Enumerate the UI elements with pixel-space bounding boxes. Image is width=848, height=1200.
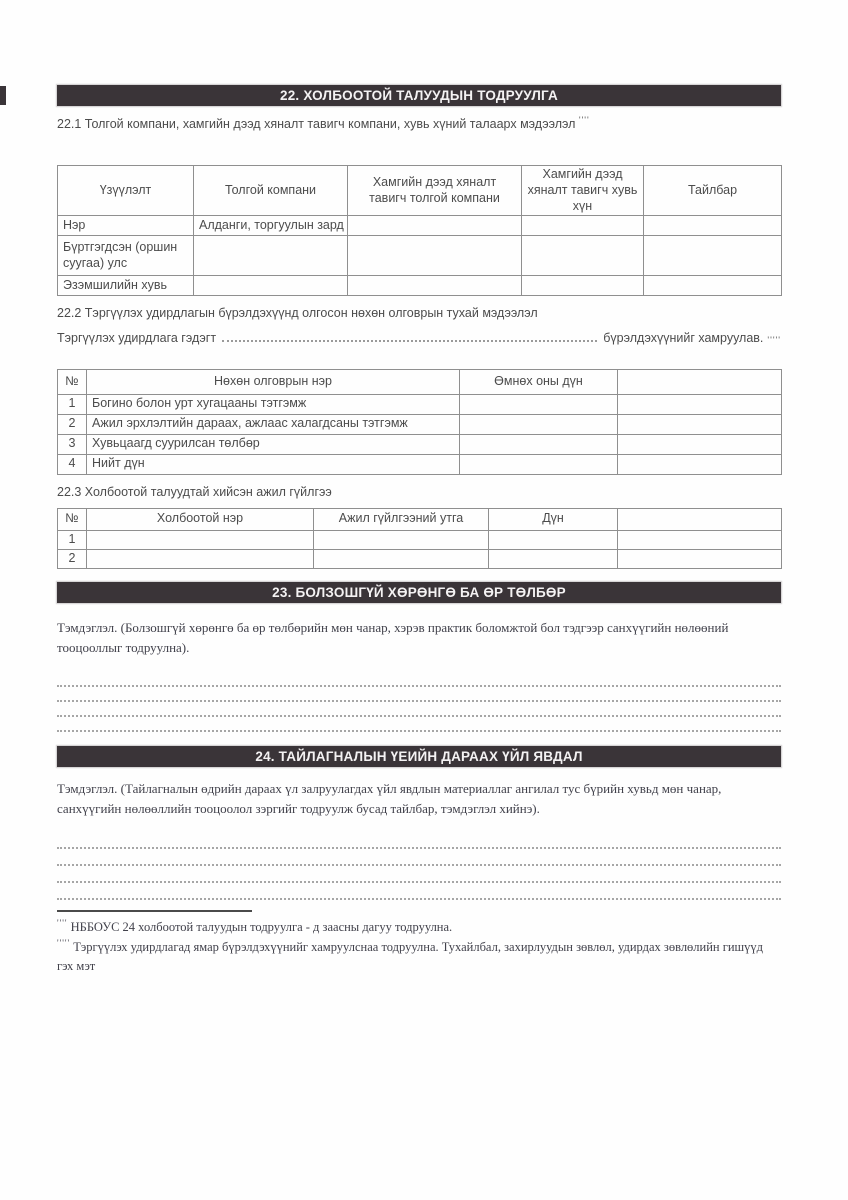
paragraph-22-1-text: 22.1 Толгой компани, хамгийн дээд хяналт тавигч компани, хувь хүний талаарх мэдээлэл: [57, 117, 576, 132]
cell-empty: [460, 394, 618, 414]
dotted-blank-line: [57, 866, 781, 883]
note-contingent-assets-liabilities: Тэмдэглэл. (Болзошгүй хөрөнгө ба өр төлбөрийн мөн чанар, хэрэв практик боломжтой бол тэдгээр санхүүгийн нөлөөний тооцооллыг тодруулна).: [57, 619, 729, 655]
section-24-title: 24. ТАЙЛАГНАЛЫН ҮЕИЙН ДАРААХ ҮЙЛ ЯВДАЛ: [255, 749, 583, 765]
footnote-divider: [57, 910, 252, 912]
scan-edge-artifact: [0, 86, 6, 105]
cell-empty: [460, 414, 618, 434]
col-header-previous-year-amount: Өмнөх оны дүн: [460, 369, 618, 394]
table-row: [58, 394, 782, 414]
table-row: [58, 549, 782, 568]
col-header-number: №: [58, 369, 87, 394]
cell-empty: [348, 236, 522, 276]
table-row: [58, 530, 782, 549]
dotted-blank-line: [57, 832, 781, 849]
cell-empty: [87, 549, 314, 568]
cell-empty: [618, 530, 782, 549]
dotted-blank-line: [57, 702, 781, 717]
table-row: [58, 414, 782, 434]
table-row: [58, 276, 782, 296]
col-header-amount: Дүн: [489, 508, 618, 530]
col-header-transaction-description: Ажил гүйлгээний утга: [314, 508, 489, 530]
cell-empty: [522, 276, 644, 296]
cell-empty: [644, 216, 782, 236]
cell-empty: [460, 434, 618, 454]
col-header-related-party-name: Холбоотой нэр: [87, 508, 314, 530]
col-header-number: №: [58, 508, 87, 530]
cell-empty: [87, 530, 314, 549]
cell-empty: [522, 236, 644, 276]
table-row: [58, 166, 782, 216]
cell-row-number: 2: [58, 549, 87, 568]
cell-empty: [194, 236, 348, 276]
cell-empty: [618, 394, 782, 414]
row-label-name: Нэр: [58, 216, 194, 236]
table-related-party-transactions: [57, 508, 782, 569]
paragraph-22-1: [57, 115, 781, 132]
section-23-title: 23. БОЛЗОШГҮЙ ХӨРӨНГӨ БА ӨР ТӨЛБӨР: [272, 584, 566, 600]
cell-compensation-name: Хувьцаагд суурилсан төлбөр: [87, 434, 460, 454]
cell-empty: [522, 216, 644, 236]
cell-empty: [348, 216, 522, 236]
cell-empty: [314, 530, 489, 549]
cell-empty: [489, 549, 618, 568]
footnote-1: [57, 917, 781, 937]
col-header-ultimate-controlling-person: Хамгийн дээд хяналт тавигч хувь хүн: [522, 166, 644, 216]
table-row: [58, 508, 782, 530]
col-header-parent-company: Толгой компани: [194, 166, 348, 216]
dotted-blank-line: [57, 672, 781, 687]
cell-empty: [644, 236, 782, 276]
blank-write-in-lines: [57, 672, 781, 732]
cell-empty: [618, 549, 782, 568]
cell-empty: [194, 276, 348, 296]
cell-compensation-name: Богино болон урт хугацааны тэтгэмж: [87, 394, 460, 414]
col-header-blank: [618, 508, 782, 530]
cell-empty: [618, 434, 782, 454]
blank-write-in-lines: [57, 832, 781, 900]
cell-row-number: 1: [58, 530, 87, 549]
cell-empty: [314, 549, 489, 568]
table-row: [58, 236, 782, 276]
cell-empty: [618, 454, 782, 474]
footnote-2-marker: ''''': [57, 938, 71, 949]
cell-empty: [489, 530, 618, 549]
section-22-header-bar: [57, 85, 781, 106]
cell-row-number: 4: [58, 454, 87, 474]
dotted-blank-line: [57, 883, 781, 900]
footnote-2-text: Тэргүүлэх удирдлагад ямар бүрэлдэхүүнийг хамруулснаа тодруулна. Тухайлбал, захирлуудын зөвлөл, удирдах зөвлөлийн гишүүд гэх мэт: [57, 940, 764, 974]
fill-line-suffix: бүрэлдэхүүнийг хамруулав.: [603, 330, 764, 345]
col-header-ultimate-controlling-company: Хамгийн дээд хяналт тавигч толгой компани: [348, 166, 522, 216]
dotted-blank-line: [57, 687, 781, 702]
col-header-blank: [618, 369, 782, 394]
cell-compensation-name: Ажил эрхлэлтийн дараах, ажлаас халагдсаны тэтгэмж: [87, 414, 460, 434]
cell-name-parent-company: Алданги, торгуулын зард: [194, 216, 348, 236]
section-23-header-bar: [57, 582, 781, 603]
fill-line-prefix: Тэргүүлэх удирдлага гэдэгт: [57, 330, 217, 345]
section-22-title: 22. ХОЛБООТОЙ ТАЛУУДЫН ТОДРУУЛГА: [280, 88, 558, 103]
table-row: [58, 216, 782, 236]
col-header-compensation-name: Нөхөн олговрын нэр: [87, 369, 460, 394]
section-24-header-bar: [57, 746, 781, 767]
note-subsequent-events: Тэмдэглэл. (Тайлагналын өдрийн дараах үл залруулагдах үйл явдлын материаллаг ангилал тус бүрийн хувьд мөн чанар, санхүүгийн нөлөөллийн тооцоолол зэргийг тодруулж бусад тайлбар, тэмдэглэл хийнэ).: [57, 781, 722, 817]
cell-row-number: 3: [58, 434, 87, 454]
row-label-registered-country: Бүртгэгдсэн (оршин суугаа) улс: [58, 236, 194, 276]
table-related-parties-info: [57, 165, 782, 296]
paragraph-22-3: [57, 484, 781, 500]
col-header-indicator: Үзүүлэлт: [58, 166, 194, 216]
row-label-ownership-percent: Эзэмшилийн хувь: [58, 276, 194, 296]
table-row: [58, 369, 782, 394]
dotted-blank-line: [57, 717, 781, 732]
cell-empty: [348, 276, 522, 296]
table-row: [58, 434, 782, 454]
footnote-ref-2: ''''': [767, 334, 781, 345]
paragraph-22-3-text: 22.3 Холбоотой талуудтай хийсэн ажил гүйлгээ: [57, 484, 332, 499]
footnote-2: [57, 937, 781, 976]
footnote-1-marker: '''': [57, 918, 68, 929]
col-header-remarks: Тайлбар: [644, 166, 782, 216]
cell-compensation-name: Нийт дүн: [87, 454, 460, 474]
fill-in-line-key-management: [57, 330, 781, 345]
cell-empty: [618, 414, 782, 434]
table-compensation: [57, 369, 782, 475]
cell-empty: [460, 454, 618, 474]
paragraph-22-2-text: 22.2 Тэргүүлэх удирдлагын бүрэлдэхүүнд олгосон нөхөн олговрын тухай мэдээлэл: [57, 306, 538, 321]
dotted-blank-line: [57, 849, 781, 866]
cell-row-number: 2: [58, 414, 87, 434]
dotted-blank-field: [222, 330, 597, 342]
paragraph-22-2: [57, 305, 781, 321]
footnote-1-text: НББОУС 24 холбоотой талуудын тодруулга - д заасны дагуу тодруулна.: [70, 920, 453, 935]
cell-row-number: 1: [58, 394, 87, 414]
cell-empty: [644, 276, 782, 296]
footnote-ref-1: '''': [578, 115, 590, 125]
table-row: [58, 454, 782, 474]
